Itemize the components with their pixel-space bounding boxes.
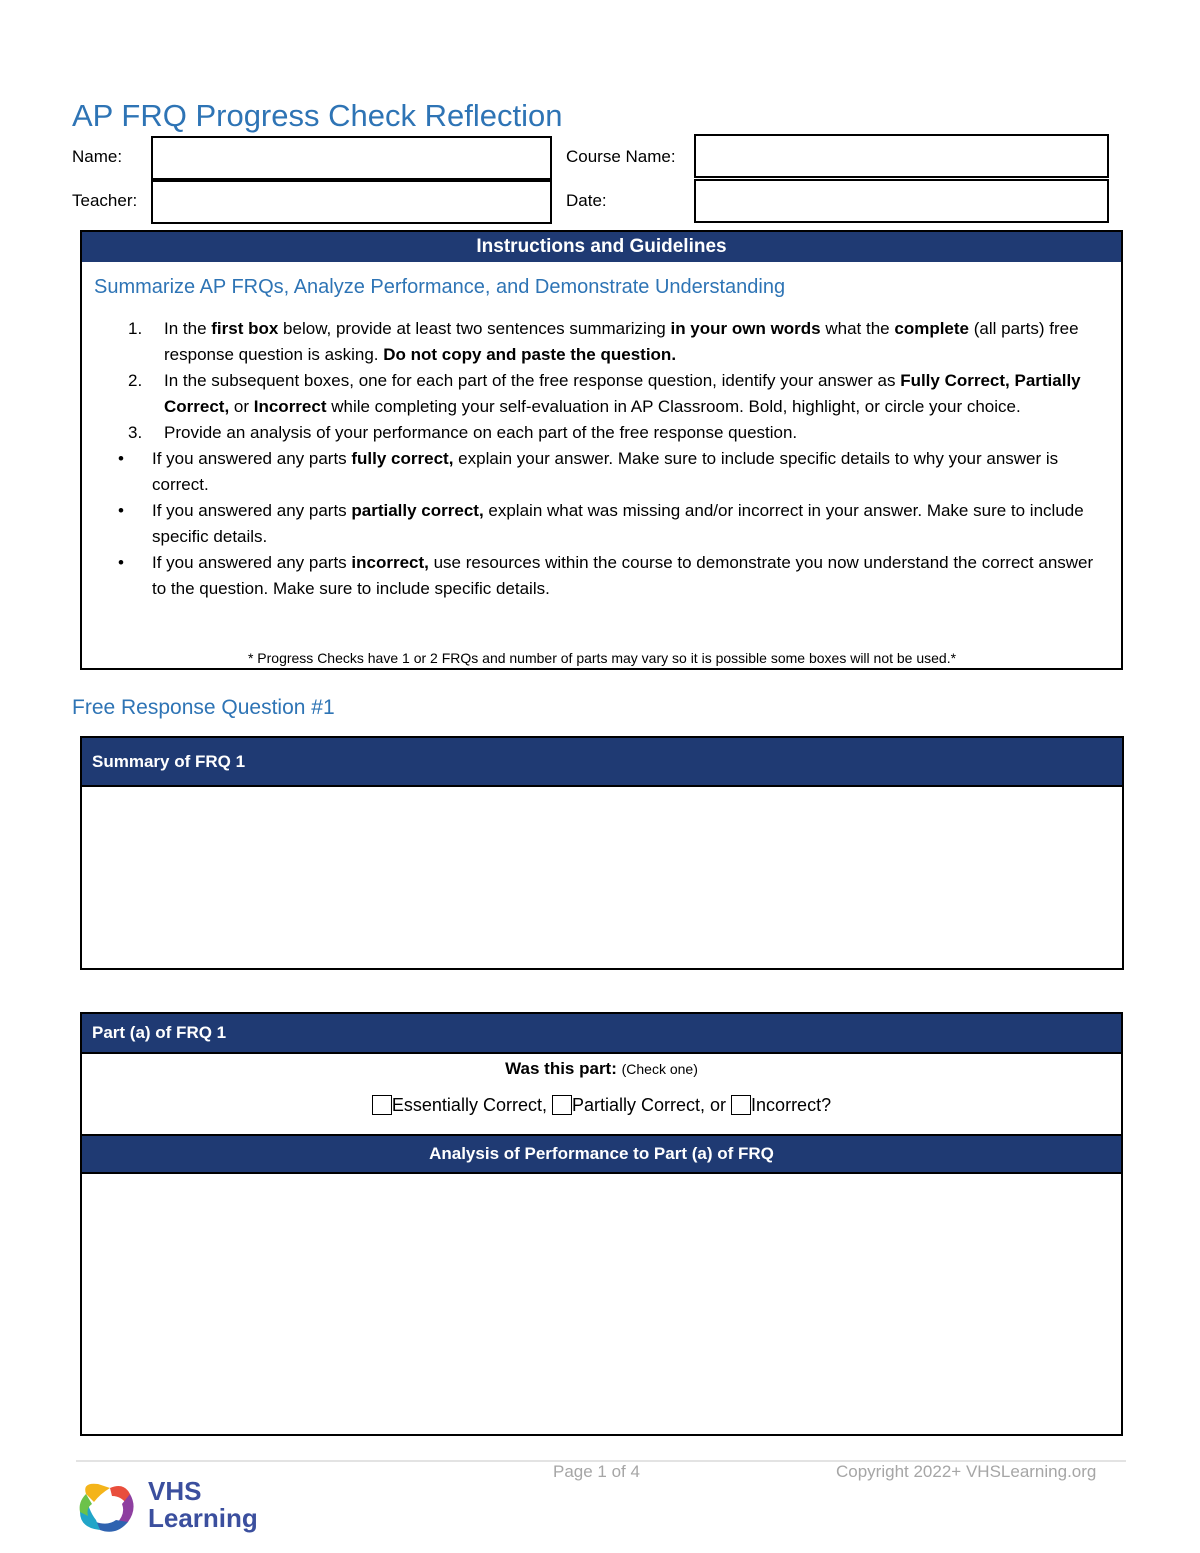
course-name-label: Course Name: [566,147,676,166]
bullet-fully-correct: • If you answered any parts fully correct, explain your answer. Make sure to include specific details to why your answer is correct. [82,446,1112,498]
incorrect-checkbox[interactable] [731,1095,751,1115]
date-field[interactable] [694,179,1109,223]
bullet-icon: • [118,449,124,468]
step-3: 3. Provide an analysis of your performance on each part of the free response question. • If you answered any parts fully correct, explain your answer. Make sure to include specific details to why your answer is correct. • If you answered any parts partially correct, explain what was missing and/or incorrect in your answer. Make sure to include specific details. • If you answered any parts incorrect, use resources within the course to demonstrate you now understand the correct answer to the question. Make sure to include specific details. [82,420,1112,602]
bullet-incorrect: • If you answered any parts incorrect, use resources within the course to demonstrate you now understand the correct answer to the question. Make sure to include specific details. [82,550,1112,602]
frq1-summary-input[interactable] [82,785,1122,970]
part-a-prompt-small: (Check one) [621,1061,698,1077]
step-3-number: 3. [128,423,143,442]
bullet-icon: • [118,553,124,572]
page-number: Page 1 of 4 [553,1462,640,1481]
vhs-learning-logo [76,1478,276,1538]
bullet-icon: • [118,501,124,520]
part-a-analysis-input[interactable] [82,1172,1121,1436]
logo-text-line1: VHS [148,1476,202,1506]
name-field[interactable] [151,136,552,180]
date-label: Date: [566,191,607,210]
instructions-steps [82,316,1112,602]
frq1-summary-panel [80,736,1124,970]
course-name-field[interactable] [694,134,1109,178]
frq1-summary-header: Summary of FRQ 1 [82,738,1122,785]
step-2-number: 2. [128,371,143,390]
part-a-header: Part (a) of FRQ 1 [82,1014,1121,1052]
essentially-correct-label: Essentially Correct, [391,1095,547,1115]
frq1-heading: Free Response Question #1 [72,696,335,719]
name-label: Name: [72,147,123,166]
logo-text-line2: Learning [148,1503,258,1533]
part-a-prompt [82,1059,1121,1079]
partially-correct-label: Partially Correct, or [571,1095,727,1115]
instructions-subheading: Summarize AP FRQs, Analyze Performance, and Demonstrate Understanding [94,276,786,298]
instructions-header: Instructions and Guidelines [82,232,1121,262]
part-a-options [82,1095,1121,1116]
essentially-correct-checkbox[interactable] [372,1095,392,1115]
copyright: Copyright 2022+ VHSLearning.org [836,1462,1097,1481]
instructions-panel [80,230,1123,670]
step-1: 1. In the first box below, provide at least two sentences summarizing in your own words what the complete (all parts) free response question is asking. Do not copy and paste the question. [82,316,1112,368]
step-2: 2. In the subsequent boxes, one for each part of the free response question, identify your answer as Fully Correct, Partially Correct, or Incorrect while completing your self-evaluation in AP Classroom. Bold, highlight, or circle your choice. [82,368,1112,420]
frq1-part-a-panel [80,1012,1123,1436]
step-3-bullets [82,446,1112,602]
logo-mark-icon [76,1480,138,1536]
teacher-label: Teacher: [72,191,138,210]
teacher-field[interactable] [151,180,552,224]
part-a-prompt-bold: Was this part: [505,1059,617,1078]
incorrect-label: Incorrect? [751,1095,832,1115]
bullet-partially-correct: • If you answered any parts partially correct, explain what was missing and/or incorrect in your answer. Make sure to include specific details. [82,498,1112,550]
part-a-check-section [82,1052,1121,1134]
part-a-analysis-header: Analysis of Performance to Part (a) of FRQ [82,1134,1121,1172]
partially-correct-checkbox[interactable] [552,1095,572,1115]
page-title: AP FRQ Progress Check Reflection [72,98,563,133]
instructions-note: * Progress Checks have 1 or 2 FRQs and number of parts may vary so it is possible some boxes will not be used.* [247,650,957,666]
step-1-number: 1. [128,319,143,338]
